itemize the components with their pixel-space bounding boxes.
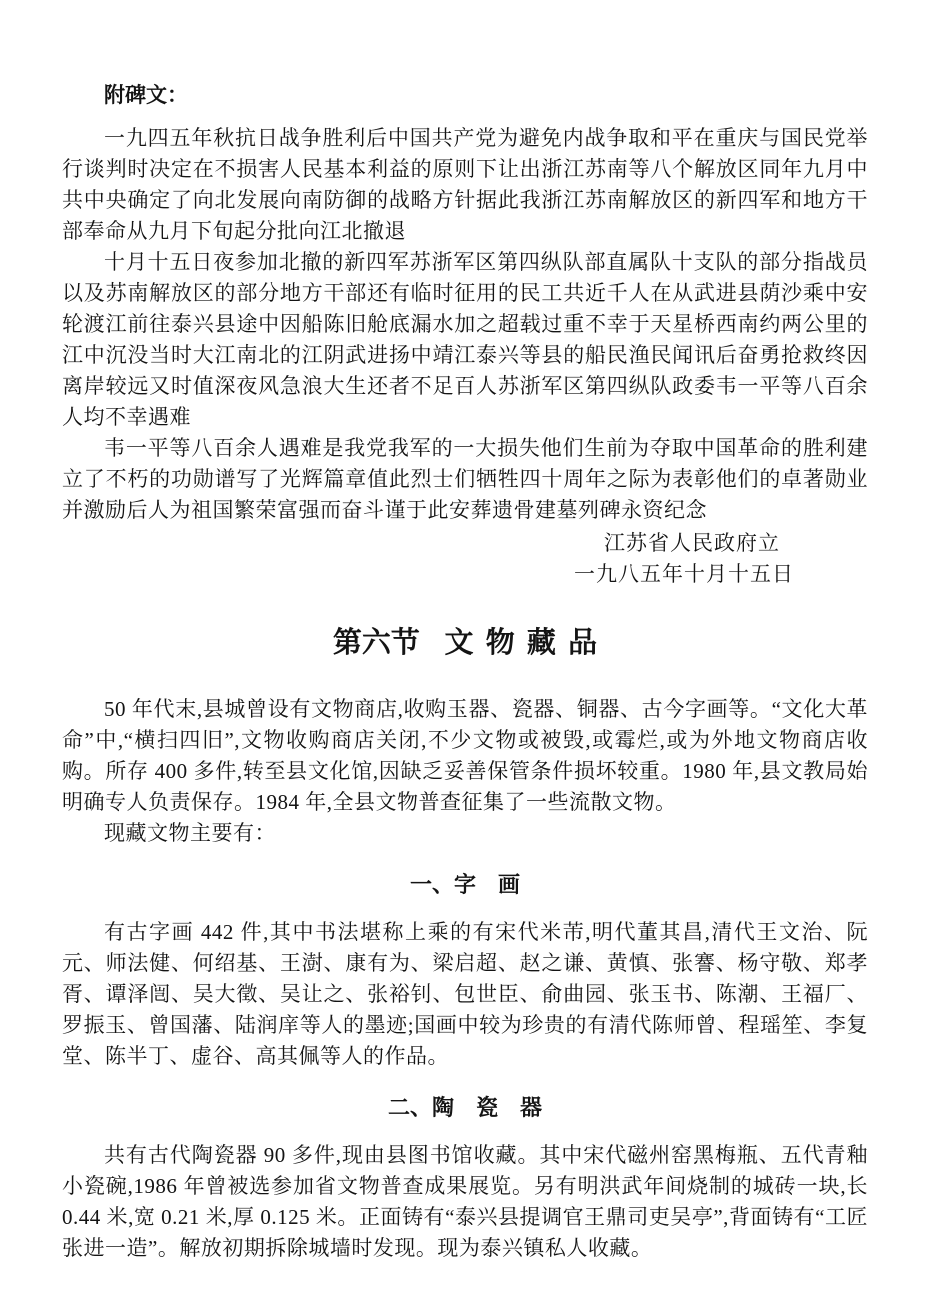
subsection-paragraph-ceramics: 共有古代陶瓷器 90 多件,现由县图书馆收藏。其中宋代磁州窑黑梅瓶、五代青釉小瓷碗,1986 年曾被选参加省文物普查成果展览。另有明洪武年间烧制的城砖一块,长 0.44 米,宽 0.21 米,厚 0.125 米。正面铸有“泰兴县提调官王鼎司吏吴亭”,背面铸有“工匠张进一造”。解放初期拆除城墙时发现。现为泰兴镇私人收藏。 bbox=[62, 1143, 868, 1260]
inscription-paragraph-1: 一九四五年秋抗日战争胜利后中国共产党为避免内战争取和平在重庆与国民党举行谈判时决定在不损害人民基本利益的原则下让出浙江苏南等八个解放区同年九月中共中央确定了向北发展向南防御的战略方针据此我浙江苏南解放区的新四军和地方干部奉命从九月下旬起分批向江北撤退 bbox=[62, 126, 868, 243]
section-number: 第六节 bbox=[332, 627, 420, 659]
page-content bbox=[62, 80, 868, 1264]
inscription-label: 附碑文： bbox=[104, 83, 188, 107]
section-name: 文物藏品 bbox=[444, 627, 610, 659]
subsection-heading-calligraphy-painting: 一、字 画 bbox=[409, 872, 520, 897]
inscription-paragraph-3: 韦一平等八百余人遇难是我党我军的一大损失他们生前为夺取中国革命的胜利建立了不朽的功勋谱写了光辉篇章值此烈士们牺牲四十周年之际为表彰他们的卓著勋业并激励后人为祖国繁荣富强而奋斗谨于此安葬遗骨建墓列碑永资纪念 bbox=[62, 436, 868, 522]
inscription-signature: 江苏省人民政府立 bbox=[604, 531, 780, 555]
inscription-date: 一九八五年十月十五日 bbox=[574, 562, 794, 586]
section-intro-paragraph-1: 50 年代末,县城曾设有文物商店,收购玉器、瓷器、铜器、古今字画等。“文化大革命”中,“横扫四旧”,文物收购商店关闭,不少文物或被毁,或霉烂,或为外地文物商店收购。所存 400 多件,转至县文化馆,因缺乏妥善保管条件损坏较重。1980 年,县文教局始明确专人负责保存。1984 年,全县文物普查征集了一些流散文物。 bbox=[62, 697, 868, 814]
section-intro-paragraph-2: 现藏文物主要有： bbox=[104, 821, 276, 845]
section-title bbox=[62, 626, 868, 660]
inscription-paragraph-2: 十月十五日夜参加北撤的新四军苏浙军区第四纵队部直属队十支队的部分指战员以及苏南解放区的部分地方干部还有临时征用的民工共近千人在从武进县荫沙乘中安轮渡江前往泰兴县途中因船陈旧舱底漏水加之超载过重不幸于天星桥西南约两公里的江中沉没当时大江南北的江阴武进扬中靖江泰兴等县的船民渔民闻讯后奋勇抢救终因离岸较远又时值深夜风急浪大生还者不足百人苏浙军区第四纵队政委韦一平等八百余人均不幸遇难 bbox=[62, 250, 868, 429]
inscription-signature-block bbox=[62, 528, 868, 590]
subsection-paragraph-calligraphy-painting: 有古字画 442 件,其中书法堪称上乘的有宋代米芾,明代董其昌,清代王文治、阮元、师法健、何绍基、王澍、康有为、梁启超、赵之谦、黄慎、张謇、杨守敬、郑孝胥、谭泽闿、吴大徵、吴让之、张裕钊、包世臣、俞曲园、张玉书、陈潮、王福厂、罗振玉、曾国藩、陆润庠等人的墨迹;国画中较为珍贵的有清代陈师曾、程瑶笙、李复堂、陈半丁、虚谷、高其佩等人的作品。 bbox=[62, 920, 868, 1068]
subsection-heading-ceramics: 二、陶 瓷 器 bbox=[387, 1095, 542, 1120]
